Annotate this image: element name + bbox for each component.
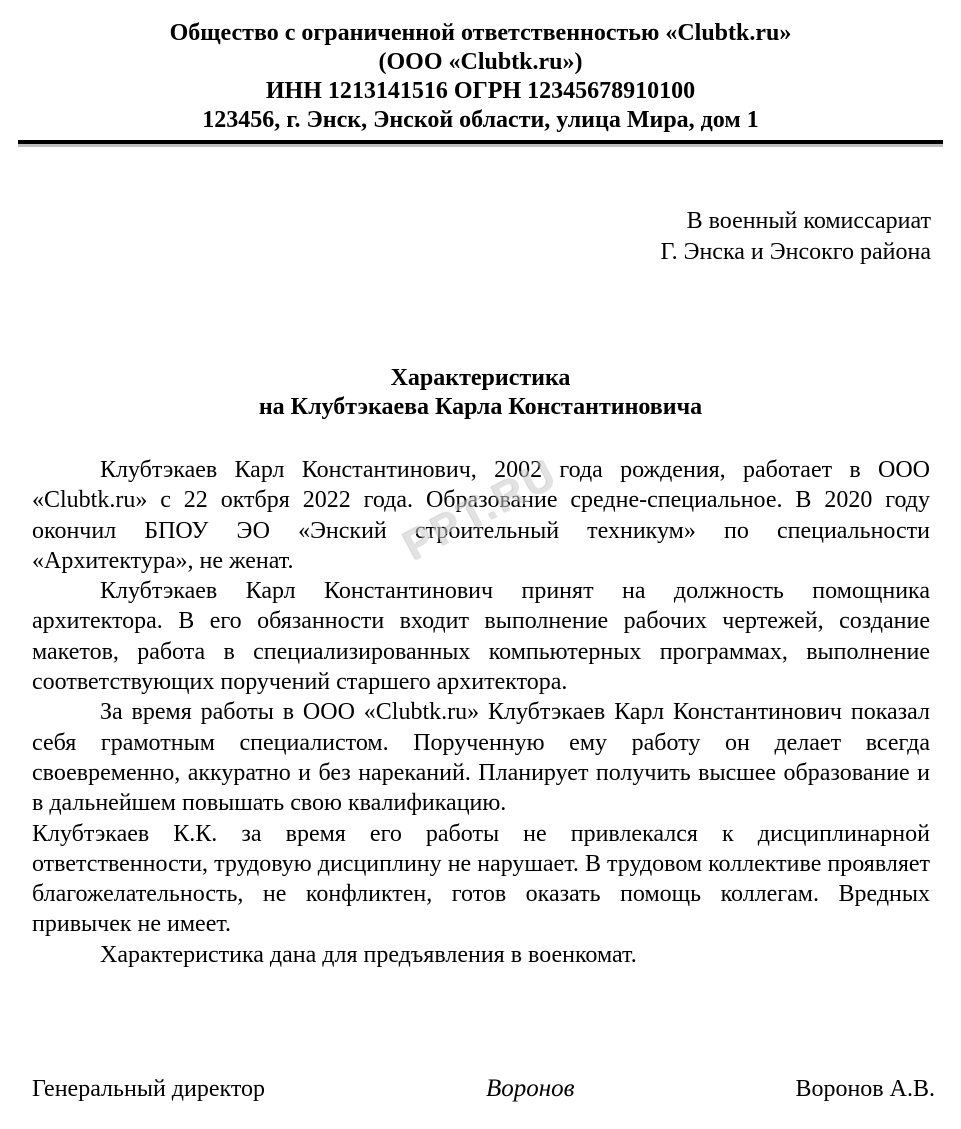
handwritten-signature: Воронов xyxy=(485,1075,575,1102)
paragraph-purpose: Характеристика дана для предъявления в военкомат. xyxy=(100,941,637,968)
watermark: PPT.RU xyxy=(396,449,566,570)
signer-full-name: Воронов А.В. xyxy=(795,1076,935,1102)
company-registration: ИНН 1213141516 ОГРН 12345678910100 xyxy=(265,78,696,104)
company-name-full: Общество с ограниченной ответственностью «Clubtk.ru» xyxy=(169,20,792,46)
addressee-line-1: В военный комиссариат xyxy=(686,208,931,234)
paragraph-biography: Клубтэкаев Карл Константинович, 2002 года рождения, работает в ООО «Clubtk.ru» с 22 октбря 2022 года. Образование средне-специальное. В 2020 году окончил БПОУ ЭО «Энский строительный техникум» по специальности «Архитектура», не женат. xyxy=(32,457,930,574)
paragraph-position-duties: Клубтэкаев Карл Константинович принят на должность помощника архитектора. В его обязанности входит выполнение рабочих чертежей, создание макетов, работа в специализированных компьютерных программах, выполнение соответствующих поручений старшего архитектора. xyxy=(32,578,930,696)
addressee-block xyxy=(0,206,931,268)
company-name-short: (ООО «Clubtk.ru») xyxy=(378,49,583,75)
letterhead xyxy=(30,0,931,135)
signature-row xyxy=(32,1074,935,1104)
document-body xyxy=(32,455,930,970)
document-title xyxy=(0,364,961,422)
addressee-line-2: Г. Энска и Энсокго района xyxy=(660,239,931,265)
document-title-line-2: на Клубтэкаева Карла Константиновича xyxy=(258,394,703,420)
paragraph-discipline: Клубтэкаев К.К. за время его работы не привлекался к дисциплинарной ответственности, трудовую дисциплину не нарушает. В трудовом коллективе проявляет благожелательность, не конфликтен, готов оказать помощь коллегам. Вредных привычек не имеет. xyxy=(32,820,930,938)
paragraph-work-quality: За время работы в ООО «Clubtk.ru» Клубтэкаев Карл Константинович показал себя грамотным специалистом. Порученную ему работу он делает всегда своевременно, аккуратно и без нареканий. Планирует получить высшее образование и в дальнейшем повышать свою квалификацию. xyxy=(32,699,930,817)
letterhead-divider xyxy=(18,140,943,144)
company-address: 123456, г. Энск, Энской области, улица Мира, дом 1 xyxy=(202,107,759,133)
document-title-line-1: Характеристика xyxy=(390,365,571,391)
signer-position-title: Генеральный директор xyxy=(32,1076,266,1102)
